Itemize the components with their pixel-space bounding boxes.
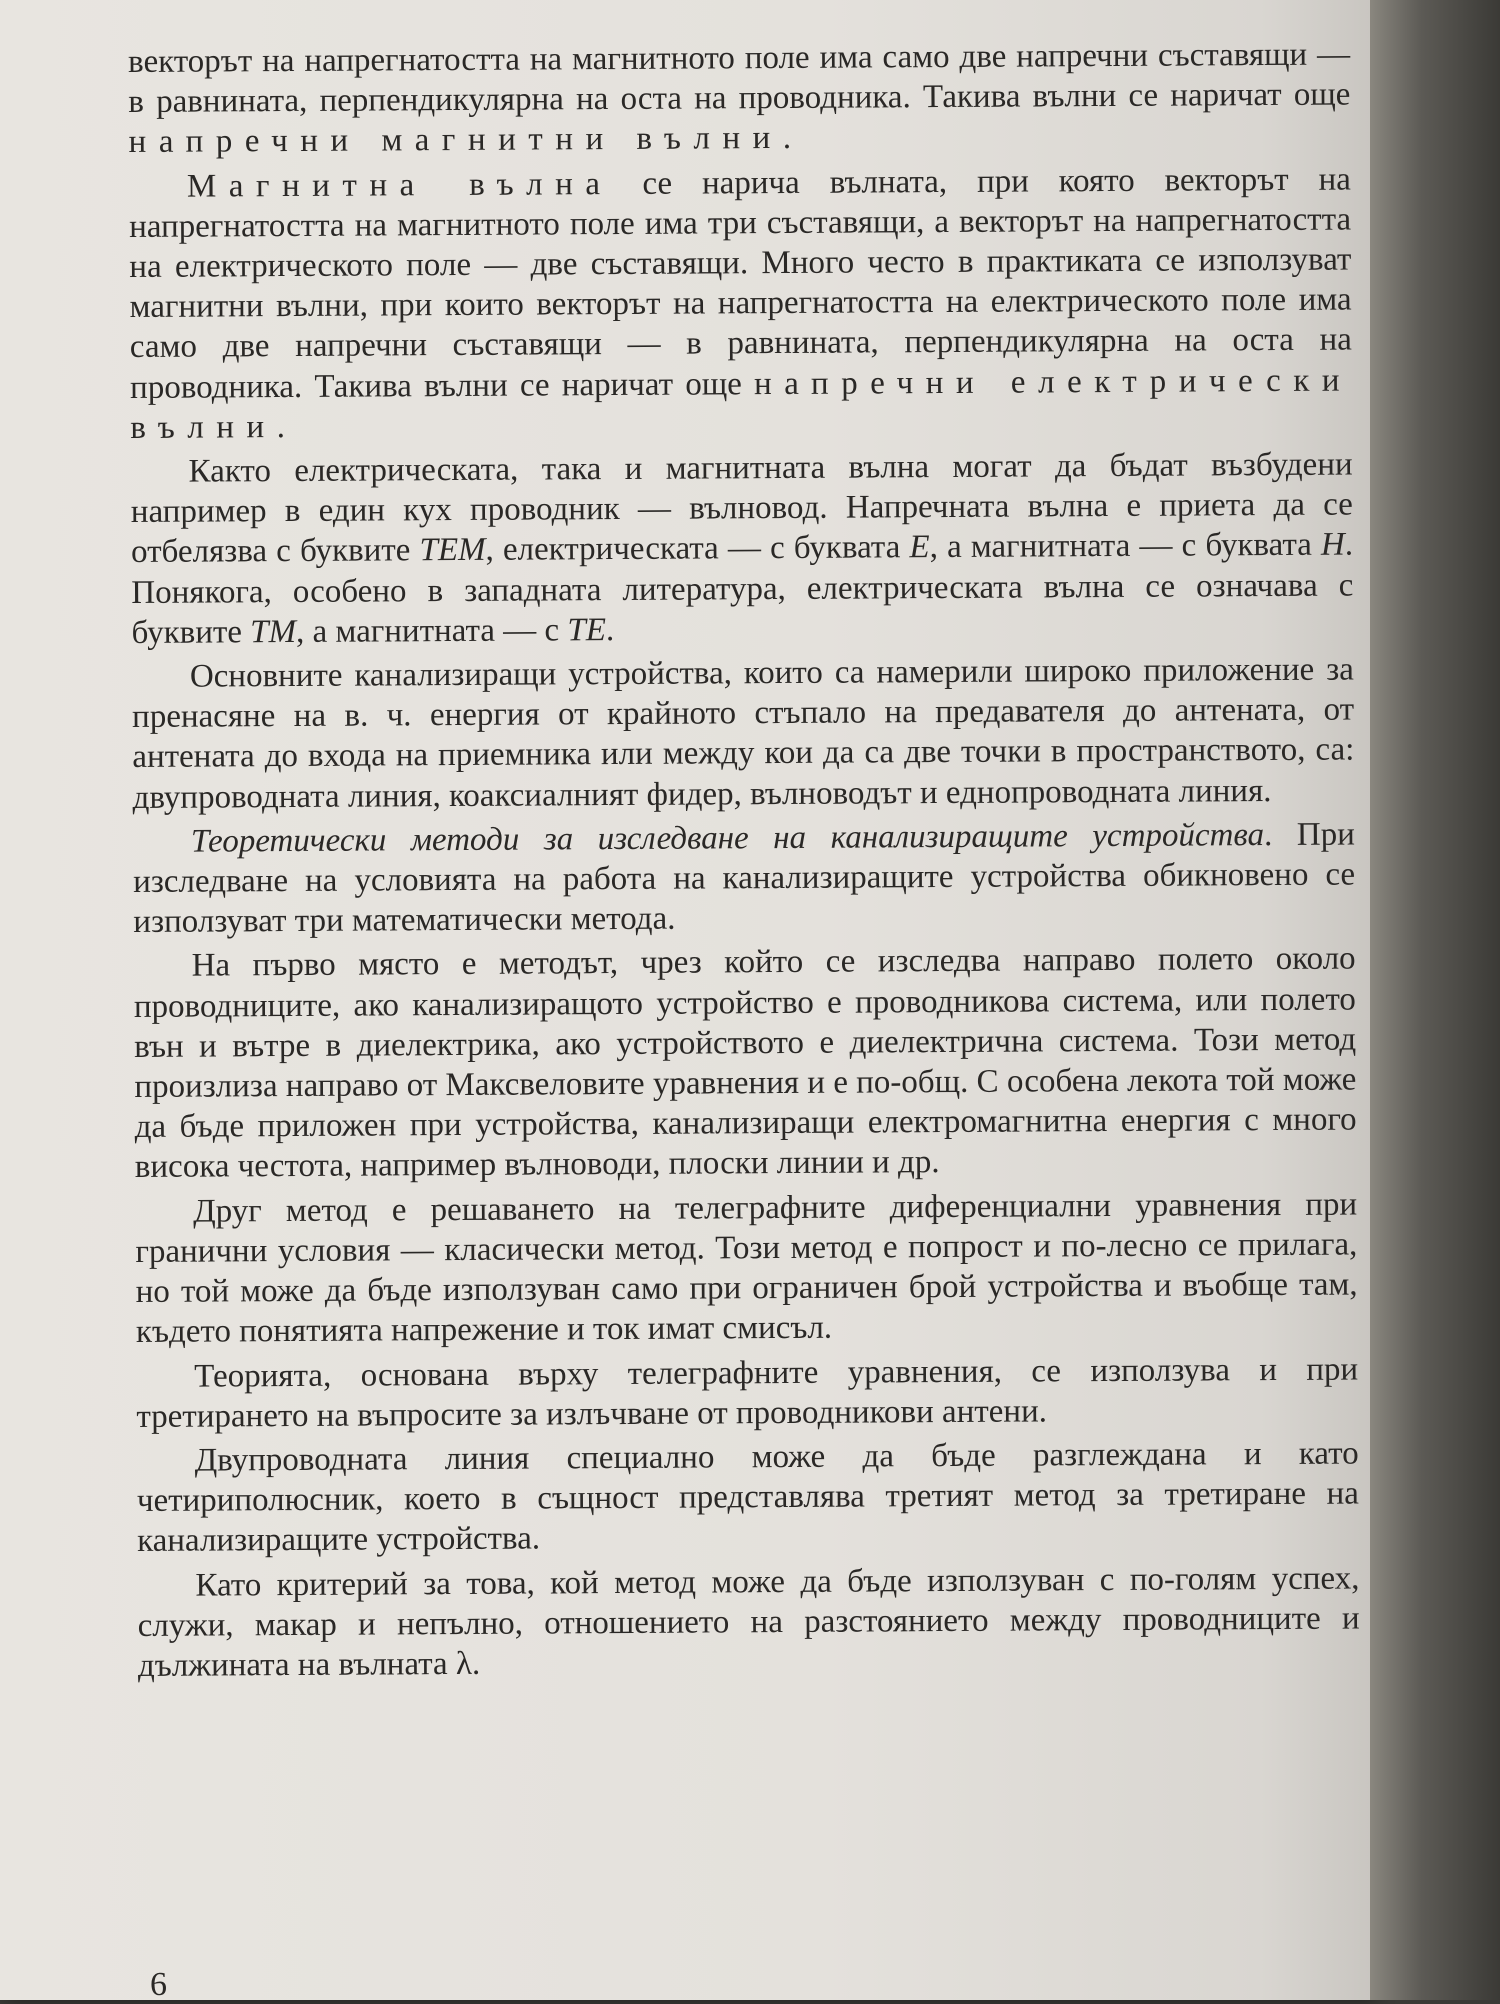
text-run: се нарича вълната, при която векторът на напрегнатостта на магнитното поле има три съставящи, а векторът на напрегнатостта на електрическото поле — две съставящи. Много често в практиката се използуват магнитни вълни, при които векторът на напрегнатостта на електрическото поле има само две напречни съставящи — в равнината, перпендикулярна на оста на проводника. Такива вълни се наричат още	[129, 161, 1352, 406]
italic-symbol: ТЕМ	[419, 532, 486, 569]
text-run: , електрическата — с буквата	[485, 529, 910, 569]
spaced-term: напречни магнитни вълни	[128, 120, 783, 161]
text-run: .	[605, 611, 615, 648]
text-run: .	[782, 120, 792, 157]
text-run: Както електрическата, така и магнитната вълна могат да бъдат възбудени например в един кух проводник — вълновод. Напречната вълна е приета да се отбелязва с буквите	[130, 446, 1353, 571]
italic-symbol: Н	[1320, 527, 1345, 564]
paragraph-3	[131, 445, 1354, 653]
italic-symbol: ТЕ	[567, 611, 607, 649]
text-run: .	[276, 408, 286, 445]
text-run: Двупроводната линия специално може да бъде разглеждана и като четириполюсник, което в същност представлява третият метод за третиране на канализиращите устройства.	[136, 1435, 1360, 1560]
paragraph-8	[136, 1349, 1358, 1437]
paragraph-5	[133, 814, 1356, 942]
text-run: Теорията, основана върху телеграфните уравнения, се използува и при третирането на въпросите за излъчване от проводникови антени.	[136, 1351, 1359, 1435]
paragraph-7	[135, 1184, 1358, 1352]
body-text	[128, 35, 1360, 1691]
spaced-term: напречни електрически вълни	[130, 362, 1353, 446]
text-run: Като критерий за това, кой метод може да бъде използуван с по-голям успех, служи, макар и непълно, отношението на разстоянието между проводниците и дължината на вълната λ.	[137, 1560, 1360, 1684]
text-run: На първо място е методът, чрез който се изследва направо полето около проводниците, ако канализиращото устройство е проводникова система, или полето вън и вътре в диелектрика, ако устройството е диелектрична система. Този метод произлиза направо от Максвеловите уравнения и е по-общ. С особена лекота той може да бъде приложен при устройства, канализиращи електромагнитна енергия с много висока честота, например вълноводи, плоски линии и др.	[133, 940, 1357, 1186]
paragraph-10	[137, 1558, 1360, 1686]
text-run: векторът на напрегнатостта на магнитното поле има само две напречни съставящи — в равнината, перпендикулярна на оста на проводника. Такива вълни се наричат още	[128, 36, 1351, 121]
italic-symbol: ТМ	[250, 613, 297, 651]
italic-symbol: Е	[909, 529, 930, 566]
book-spine-shadow	[1370, 0, 1500, 2000]
paragraph-2	[129, 159, 1353, 448]
paragraph-6	[134, 939, 1357, 1188]
text-run: , а магнитната — с буквата	[929, 527, 1322, 566]
paragraph-9	[137, 1433, 1360, 1561]
paragraph-4	[132, 650, 1355, 818]
text-run: Основните канализиращи устройства, които са намерили широко приложение за пренасяне на в. ч. енергия от крайното стъпало на предавателя до антената, от антената до входа на приемника или между кои да са две точки в пространството, са: двупроводната линия, коаксиалният фидер, вълноводът и еднопроводната линия.	[132, 651, 1355, 816]
spaced-term: Магнитна вълна	[186, 165, 613, 205]
text-run: Друг метод е решаването на телеграфните диференциални уравнения при гранични условия — класически метод. Този метод е попрост и по-лесно се прилага, но той може да бъде използуван само при ограничен брой устройства и въобще там, където понятията напрежение и ток имат смисъл.	[135, 1186, 1358, 1351]
paragraph-1	[128, 35, 1351, 163]
section-heading: Теоретически методи за изследване на канализиращите устройства	[190, 816, 1265, 860]
page-number: 6	[150, 1966, 167, 2003]
text-run: . При изследване на условията на работа на канализиращите устройства обикновено се използуват три математически метода.	[133, 816, 1356, 941]
text-run: , а магнитната — с	[295, 612, 568, 650]
text-run: . Понякога, особено в западната литература, електрическата вълна се означава с буквите	[131, 526, 1354, 651]
